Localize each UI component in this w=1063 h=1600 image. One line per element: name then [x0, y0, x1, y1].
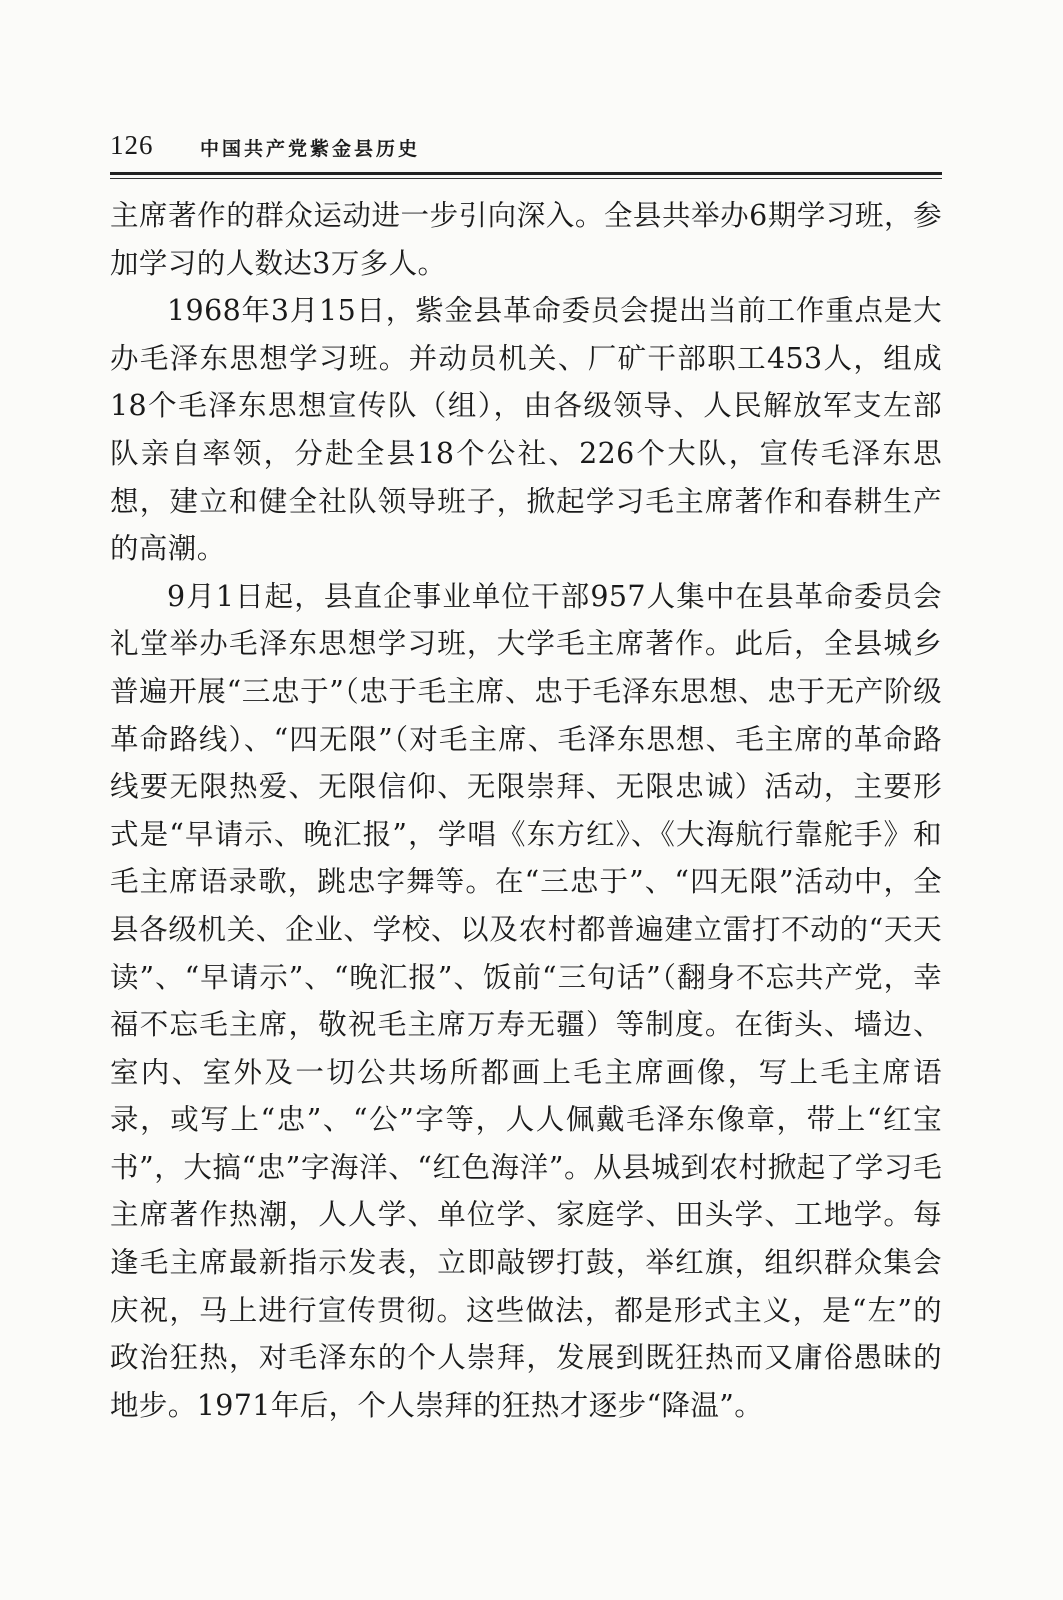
paragraph-continued: 主席著作的群众运动进一步引向深入。全县共举办6期学习班，参加学习的人数达3万多人。	[110, 199, 942, 280]
page-number: 126	[110, 130, 154, 160]
body-text	[110, 192, 942, 1429]
running-title: 中国共产党紫金县历史	[200, 138, 421, 160]
paragraph-september: 9月1日起，县直企事业单位干部957人集中在县革命委员会礼堂举办毛泽东思想学习班，大学毛主席著作。此后，全县城乡普遍开展“三忠于”（忠于毛主席、忠于毛泽东思想、忠于无产阶级革命路线）、“四无限”（对毛主席、毛泽东思想、毛主席的革命路线要无限热爱、无限信仰、无限崇拜、无限忠诚）活动，主要形式是“早请示、晚汇报”，学唱《东方红》、《大海航行靠舵手》和毛主席语录歌，跳忠字舞等。在“三忠于”、“四无限”活动中，全县各级机关、企业、学校、以及农村都普遍建立雷打不动的“天天读”、“早请示”、“晚汇报”、饭前“三句话”（翻身不忘共产党，幸福不忘毛主席，敬祝毛主席万寿无疆）等制度。在街头、墙边、室内、室外及一切公共场所都画上毛主席画像，写上毛主席语录，或写上“忠”、“公”字等，人人佩戴毛泽东像章，带上“红宝书”，大搞“忠”字海洋、“红色海洋”。从县城到农村掀起了学习毛主席著作热潮，人人学、单位学、家庭学、田头学、工地学。每逢毛主席最新指示发表，立即敲锣打鼓，举红旗，组织群众集会庆祝，马上进行宣传贯彻。这些做法，都是形式主义，是“左”的政治狂热，对毛泽东的个人崇拜，发展到既狂热而又庸俗愚昧的地步。1971年后，个人崇拜的狂热才逐步“降温”。	[110, 579, 942, 1422]
header-rule-thick	[110, 172, 942, 175]
header-rule-thin	[110, 178, 942, 179]
page-header	[110, 130, 940, 170]
paragraph-1968-march: 1968年3月15日，紫金县革命委员会提出当前工作重点是大办毛泽东思想学习班。并动员机关、厂矿干部职工453人，组成18个毛泽东思想宣传队（组），由各级领导、人民解放军支左部队亲自率领，分赴全县18个公社、226个大队，宣传毛泽东思想，建立和健全社队领导班子，掀起学习毛主席著作和春耕生产的高潮。	[110, 294, 942, 566]
